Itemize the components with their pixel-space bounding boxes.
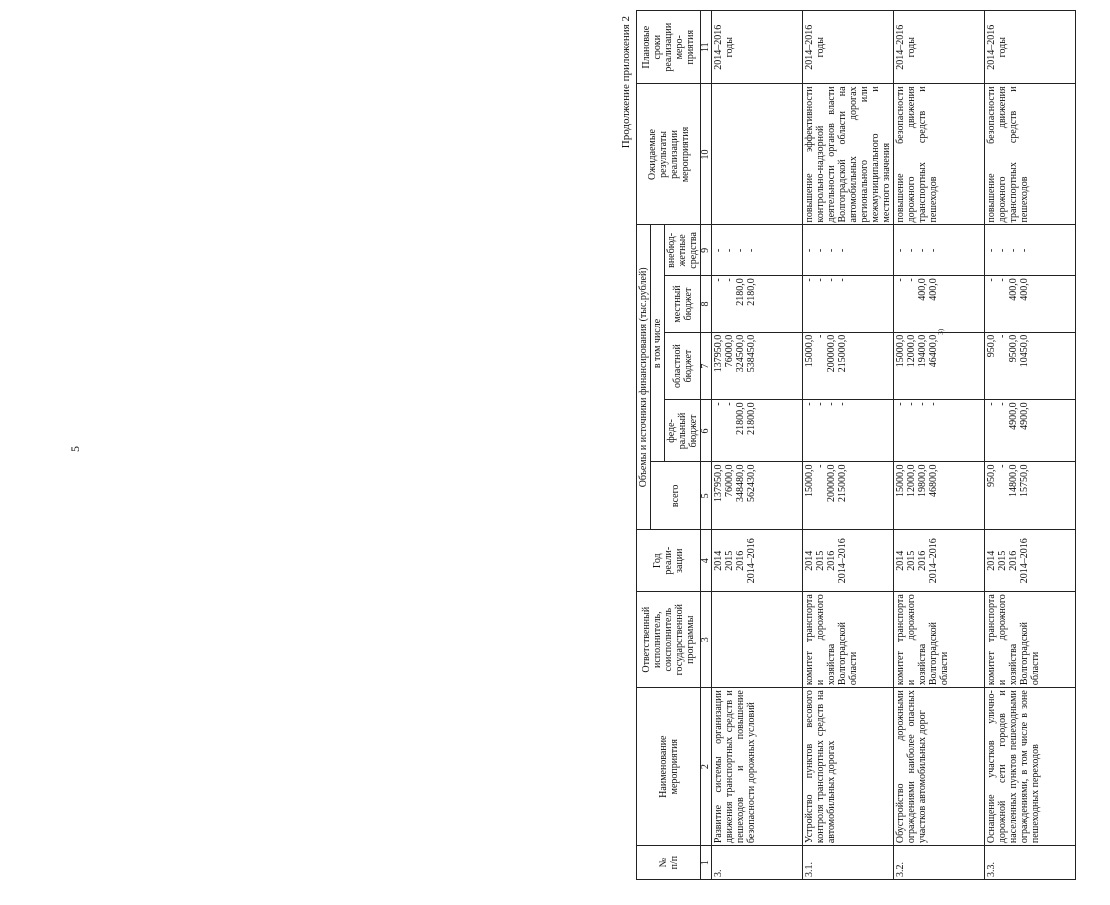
- col-number: 8: [701, 276, 712, 332]
- row-federal: - - - -: [803, 400, 894, 462]
- footnote-mark: 3): [937, 328, 945, 335]
- row-name: Оснащение участков улично-дорожной сети городов и населенных пунктов пешеходными ограждениями, в том числе в зоне пешеходных переходов: [985, 688, 1076, 846]
- col-number: 3: [701, 592, 712, 688]
- header-federal: феде- ральный бюджет: [665, 400, 701, 462]
- col-number: 4: [701, 530, 712, 592]
- header-incl: в том числе: [651, 225, 665, 462]
- row-results: повышение эффективности контрольно-надзорной деятельности органов власти Волгоградской области на автомобильных дорогах регионального или межмуниципального и местного значения: [803, 84, 894, 225]
- row-results: повышение безопасности дорожного движения транспортных средств и пешеходов: [894, 84, 985, 225]
- header-terms: Плановые сроки реализации меро- приятия: [637, 11, 701, 84]
- row-federal: - - - -: [894, 400, 985, 462]
- rotated-page: [620, 10, 1110, 880]
- table-row: [712, 11, 803, 880]
- row-federal: - - 21800,0 21800,0: [712, 400, 803, 462]
- row-total: 137950,0 76000,0 348480,0 562430,0: [712, 462, 803, 530]
- row-regional: 15000,0 - 200000,0 215000,0: [803, 332, 894, 400]
- row-executor: комитет транспорта и дорожного хозяйства Волгоградской области: [803, 592, 894, 688]
- header-name: Наименование мероприятия: [637, 688, 701, 846]
- row-number: 3.1.: [803, 846, 894, 880]
- row-total: 15000,0 - 200000,0 215000,0: [803, 462, 894, 530]
- row-extrabudget: - - - -: [894, 225, 985, 276]
- row-terms: 2014–2016 годы: [803, 11, 894, 84]
- header-executor: Ответственный исполнитель, соисполнитель государственной программы: [637, 592, 701, 688]
- row-regional-values: 15000,0 12000,0 19400,0 46400,0: [895, 334, 939, 368]
- row-local: - - 400,0 400,0: [985, 276, 1076, 332]
- program-table: [636, 10, 1076, 880]
- page-number: 5: [68, 446, 82, 452]
- col-number: 9: [701, 225, 712, 276]
- table-row: [803, 11, 894, 880]
- row-terms: 2014–2016 годы: [985, 11, 1076, 84]
- header-local: местный бюджет: [665, 276, 701, 332]
- row-number: 3.3.: [985, 846, 1076, 880]
- row-local: - - - -: [803, 276, 894, 332]
- row-executor: комитет транспорта и дорожного хозяйства Волгоградской области: [985, 592, 1076, 688]
- row-name: Устройство пунктов весового контроля транспортных средств на автомобильных дорогах: [803, 688, 894, 846]
- table-row: [894, 11, 985, 880]
- col-number: 5: [701, 462, 712, 530]
- row-total: 950,0 - 14800,0 15750,0: [985, 462, 1076, 530]
- row-extrabudget: - - - -: [985, 225, 1076, 276]
- header-results: Ожидаемые результаты реализации мероприятия: [637, 84, 701, 225]
- table-row: [985, 11, 1076, 880]
- row-years: 2014 2015 2016 2014–2016: [985, 530, 1076, 592]
- row-number: 3.: [712, 846, 803, 880]
- row-extrabudget: - - - -: [712, 225, 803, 276]
- header-no: № п/п: [637, 846, 701, 880]
- row-years: 2014 2015 2016 2014–2016: [712, 530, 803, 592]
- row-federal: - - 4900,0 4900,0: [985, 400, 1076, 462]
- col-number: 2: [701, 688, 712, 846]
- header-year: Год реали- зации: [637, 530, 701, 592]
- row-years: 2014 2015 2016 2014–2016: [894, 530, 985, 592]
- row-executor: [712, 592, 803, 688]
- row-extrabudget: - - - -: [803, 225, 894, 276]
- row-local: - - 400,0 400,0: [894, 276, 985, 332]
- row-years: 2014 2015 2016 2014–2016: [803, 530, 894, 592]
- row-total: 15000,0 12000,0 19800,0 46800,0: [894, 462, 985, 530]
- row-name: Развитие системы организации движения транспортных средств и пешеходов и повышение безопасности дорожных условий: [712, 688, 803, 846]
- row-results: повышение безопасности дорожного движения транспортных средств и пешеходов: [985, 84, 1076, 225]
- row-terms: 2014–2016 годы: [894, 11, 985, 84]
- row-executor: комитет транспорта и дорожного хозяйства Волгоградской области: [894, 592, 985, 688]
- col-number: 11: [701, 11, 712, 84]
- col-number: 6: [701, 400, 712, 462]
- row-results: [712, 84, 803, 225]
- header-extrabudget: внебюд- жетные средства: [665, 225, 701, 276]
- row-regional: 137950,0 76000,0 324500,0 538450,0: [712, 332, 803, 400]
- col-number: 10: [701, 84, 712, 225]
- continuation-label: Продолжение приложения 2: [620, 16, 632, 149]
- header-funding: Объемы и источники финансирования (тыс.рублей): [637, 225, 651, 530]
- header-regional: областной бюджет: [665, 332, 701, 400]
- row-number: 3.2.: [894, 846, 985, 880]
- row-regional: 950,0 - 9500,0 10450,0: [985, 332, 1076, 400]
- row-regional: [894, 328, 985, 400]
- row-name: Обустройство дорожными ограждениями наиболее опасных участков автомобильных дорог: [894, 688, 985, 846]
- col-number: 7: [701, 332, 712, 400]
- row-local: - - 2180,0 2180,0: [712, 276, 803, 332]
- header-total: всего: [651, 462, 701, 530]
- row-terms: 2014–2016 годы: [712, 11, 803, 84]
- col-number: 1: [701, 846, 712, 880]
